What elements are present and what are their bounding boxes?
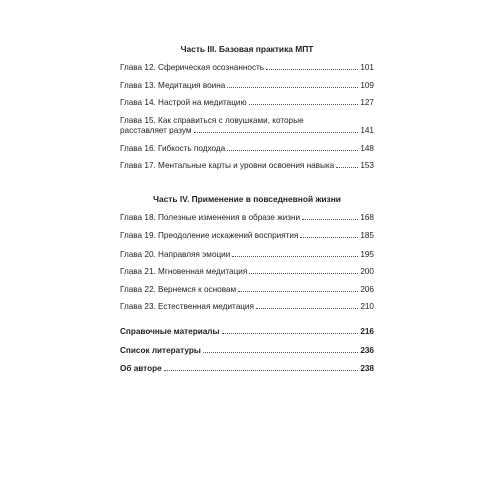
dot-leader [336,166,358,168]
dot-leader [194,131,359,133]
toc-entry [120,301,374,312]
dot-leader [249,103,359,105]
dot-leader [300,236,358,238]
toc-entry-title: Об авторе [120,364,162,373]
toc-entry-title: Глава 13. Медитация воина [120,81,226,90]
dot-leader [222,332,359,334]
toc-entry-page: 238 [360,364,374,373]
dot-leader [256,307,358,309]
toc-entry [120,212,374,223]
dot-leader [238,290,358,292]
dot-leader [266,68,358,70]
toc-entry-page: 127 [360,98,374,107]
toc-entry-title: Список литературы [120,346,201,355]
toc-entry-title: Справочные материалы [120,327,220,336]
toc-entry-page: 168 [360,213,374,222]
toc-entry [120,62,374,73]
toc-entry-title: Глава 16. Гибкость подхода [120,144,226,153]
toc-entry-page: 200 [360,267,374,276]
toc-entry-title: Глава 17. Ментальные карты и уровни освоения навыка [120,161,335,170]
dot-leader [203,351,359,353]
toc-entry [120,284,374,295]
toc-entry-page: 141 [360,126,374,135]
toc-entry [120,80,374,91]
dot-leader [227,149,358,151]
toc-entry-title: Глава 21. Мгновенная медитация [120,267,248,276]
toc-entry-page: 153 [360,161,374,170]
toc-entry [120,143,374,154]
toc-entry [120,97,374,108]
toc-entry-title: Глава 12. Сферическая осознанность [120,63,265,72]
dot-leader [164,369,359,371]
dot-leader [249,272,358,274]
dot-leader [232,255,358,257]
toc-entry-title: Глава 22. Вернемся к основам [120,285,237,294]
toc-entry-title: Глава 20. Направляя эмоции [120,250,231,259]
toc-entry-page: 206 [360,285,374,294]
part-heading: Часть III. Базовая практика МПТ [180,44,314,54]
toc-entry-page: 216 [360,327,374,336]
toc-entry-title-line1: Глава 15. Как справиться с ловушками, которые [120,116,304,125]
toc-entry-page: 109 [360,81,374,90]
toc-entry-page: 195 [360,250,374,259]
toc-entry [120,230,374,241]
dot-leader [302,218,358,220]
toc-entry [120,266,374,277]
part-heading: Часть IV. Применение в повседневной жизни [153,194,341,204]
toc-entry [120,160,374,171]
toc-entry-title: Глава 19. Преодоление искажений восприятия [120,231,299,240]
toc-entry-page: 185 [360,231,374,240]
toc-entry-page: 236 [360,346,374,355]
toc-back-matter-entry [120,326,374,337]
dot-leader [227,86,358,88]
toc-entry-title: Глава 14. Настрой на медитацию [120,98,247,107]
toc-entry-title: расставляет разум [120,126,192,135]
toc-entry [120,125,374,136]
toc-entry-title: Глава 18. Полезные изменения в образе жизни [120,213,301,222]
toc-entry-page: 101 [360,63,374,72]
toc-back-matter-entry [120,345,374,356]
toc-entry [120,249,374,260]
toc-entry-page: 148 [360,144,374,153]
toc-entry-page: 210 [360,302,374,311]
toc-entry-title: Глава 23. Естественная медитация [120,302,254,311]
toc-back-matter-entry [120,363,374,374]
